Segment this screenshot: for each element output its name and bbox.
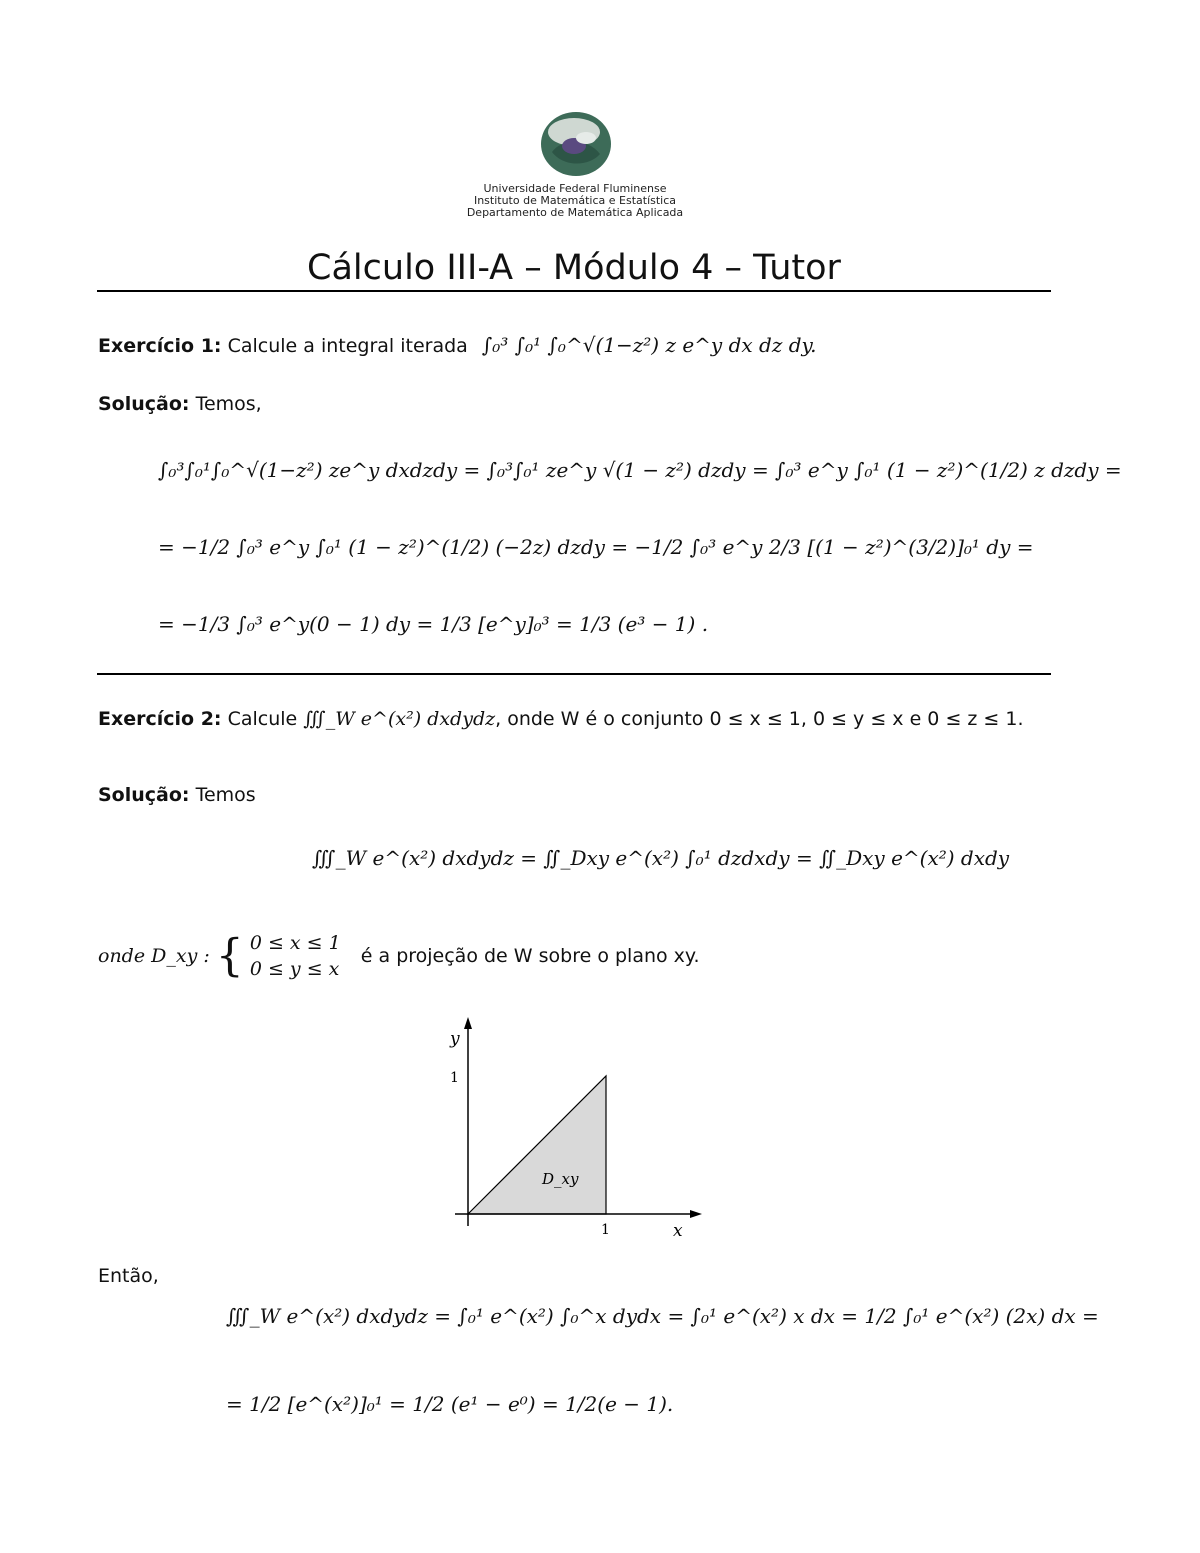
page-title: Cálculo III-A – Módulo 4 – Tutor: [307, 248, 841, 288]
institution-line-1: Universidade Federal Fluminense: [483, 182, 667, 195]
solution-1-intro: Temos,: [195, 393, 262, 415]
exercise-2-solution-heading: [98, 784, 256, 806]
region-name: D_xy: [542, 1170, 579, 1188]
y-axis-arrow: [464, 1017, 472, 1029]
solution-2-intro: Temos: [195, 784, 256, 806]
institution-line-2: Instituto de Matemática e Estatística: [473, 194, 677, 207]
x-tick-label: 1: [601, 1222, 610, 1238]
x-axis-label: x: [673, 1221, 683, 1241]
exercise-1-integral: ∫₀³ ∫₀¹ ∫₀^√(1−z²) z e^y dx dz dy.: [481, 333, 817, 357]
y-axis-label: y: [450, 1029, 460, 1049]
entao-text: Então,: [98, 1265, 159, 1287]
x-axis-arrow: [690, 1210, 702, 1218]
y-tick-label: 1: [450, 1070, 459, 1086]
exercise-2-integral: ∭_W e^(x²) dxdydz: [303, 708, 496, 730]
region-plot: [440, 1012, 720, 1247]
exercise-1-text: Calcule a integral iterada: [227, 335, 468, 357]
solution-1-step-1: ∫₀³∫₀¹∫₀^√(1−z²) ze^y dxdzdy = ∫₀³∫₀¹ ze^y √(1 − z²) dzdy = ∫₀³ e^y ∫₀¹ (1 − z²)^(1/2) z dzdy =: [158, 458, 1122, 482]
exercise-1-solution-heading: [98, 393, 262, 415]
solution-2-step-3: = 1/2 [e^(x²)]₀¹ = 1/2 (e¹ − e⁰) = 1/2(e − 1).: [226, 1392, 674, 1416]
solution-2-label: Solução:: [98, 784, 190, 806]
solution-1-step-2: = −1/2 ∫₀³ e^y ∫₀¹ (1 − z²)^(1/2) (−2z) dzdy = −1/2 ∫₀³ e^y 2/3 [(1 − z²)^(3/2)]₀¹ dy =: [158, 535, 1034, 559]
condition-2: 0 ≤ y ≤ x: [249, 958, 340, 980]
section-rule: [97, 673, 1051, 675]
solution-2-step-1: ∭_W e^(x²) dxdydz = ∬_Dxy e^(x²) ∫₀¹ dzdxdy = ∬_Dxy e^(x²) dxdy: [312, 846, 1010, 870]
exercise-2-text-pre: Calcule: [227, 708, 298, 730]
title-rule: [97, 290, 1051, 292]
exercise-2-statement: [98, 708, 1024, 730]
exercise-1-statement: [98, 333, 817, 357]
region-label: onde D_xy :: [98, 945, 210, 967]
university-logo: [538, 108, 614, 180]
solution-1-step-3: = −1/3 ∫₀³ e^y(0 − 1) dy = 1/3 [e^y]₀³ = 1/3 (e³ − 1) .: [158, 612, 709, 636]
condition-1: 0 ≤ x ≤ 1: [249, 932, 341, 954]
left-brace: {: [215, 930, 244, 982]
exercise-2-text-post: , onde W é o conjunto 0 ≤ x ≤ 1, 0 ≤ y ≤ x e 0 ≤ z ≤ 1.: [495, 708, 1024, 730]
solution-1-label: Solução:: [98, 393, 190, 415]
exercise-2-label: Exercício 2:: [98, 708, 222, 730]
region-fill: [468, 1076, 606, 1214]
region-figure: [440, 1012, 720, 1247]
institution-line-3: Departamento de Matemática Aplicada: [466, 206, 684, 219]
solution-2-step-2: ∭_W e^(x²) dxdydz = ∫₀¹ e^(x²) ∫₀^x dydx = ∫₀¹ e^(x²) x dx = 1/2 ∫₀¹ e^(x²) (2x) dx =: [226, 1304, 1099, 1328]
region-definition: [98, 930, 700, 990]
exercise-1-label: Exercício 1:: [98, 335, 222, 357]
region-description: é a projeção de W sobre o plano xy.: [360, 945, 700, 967]
